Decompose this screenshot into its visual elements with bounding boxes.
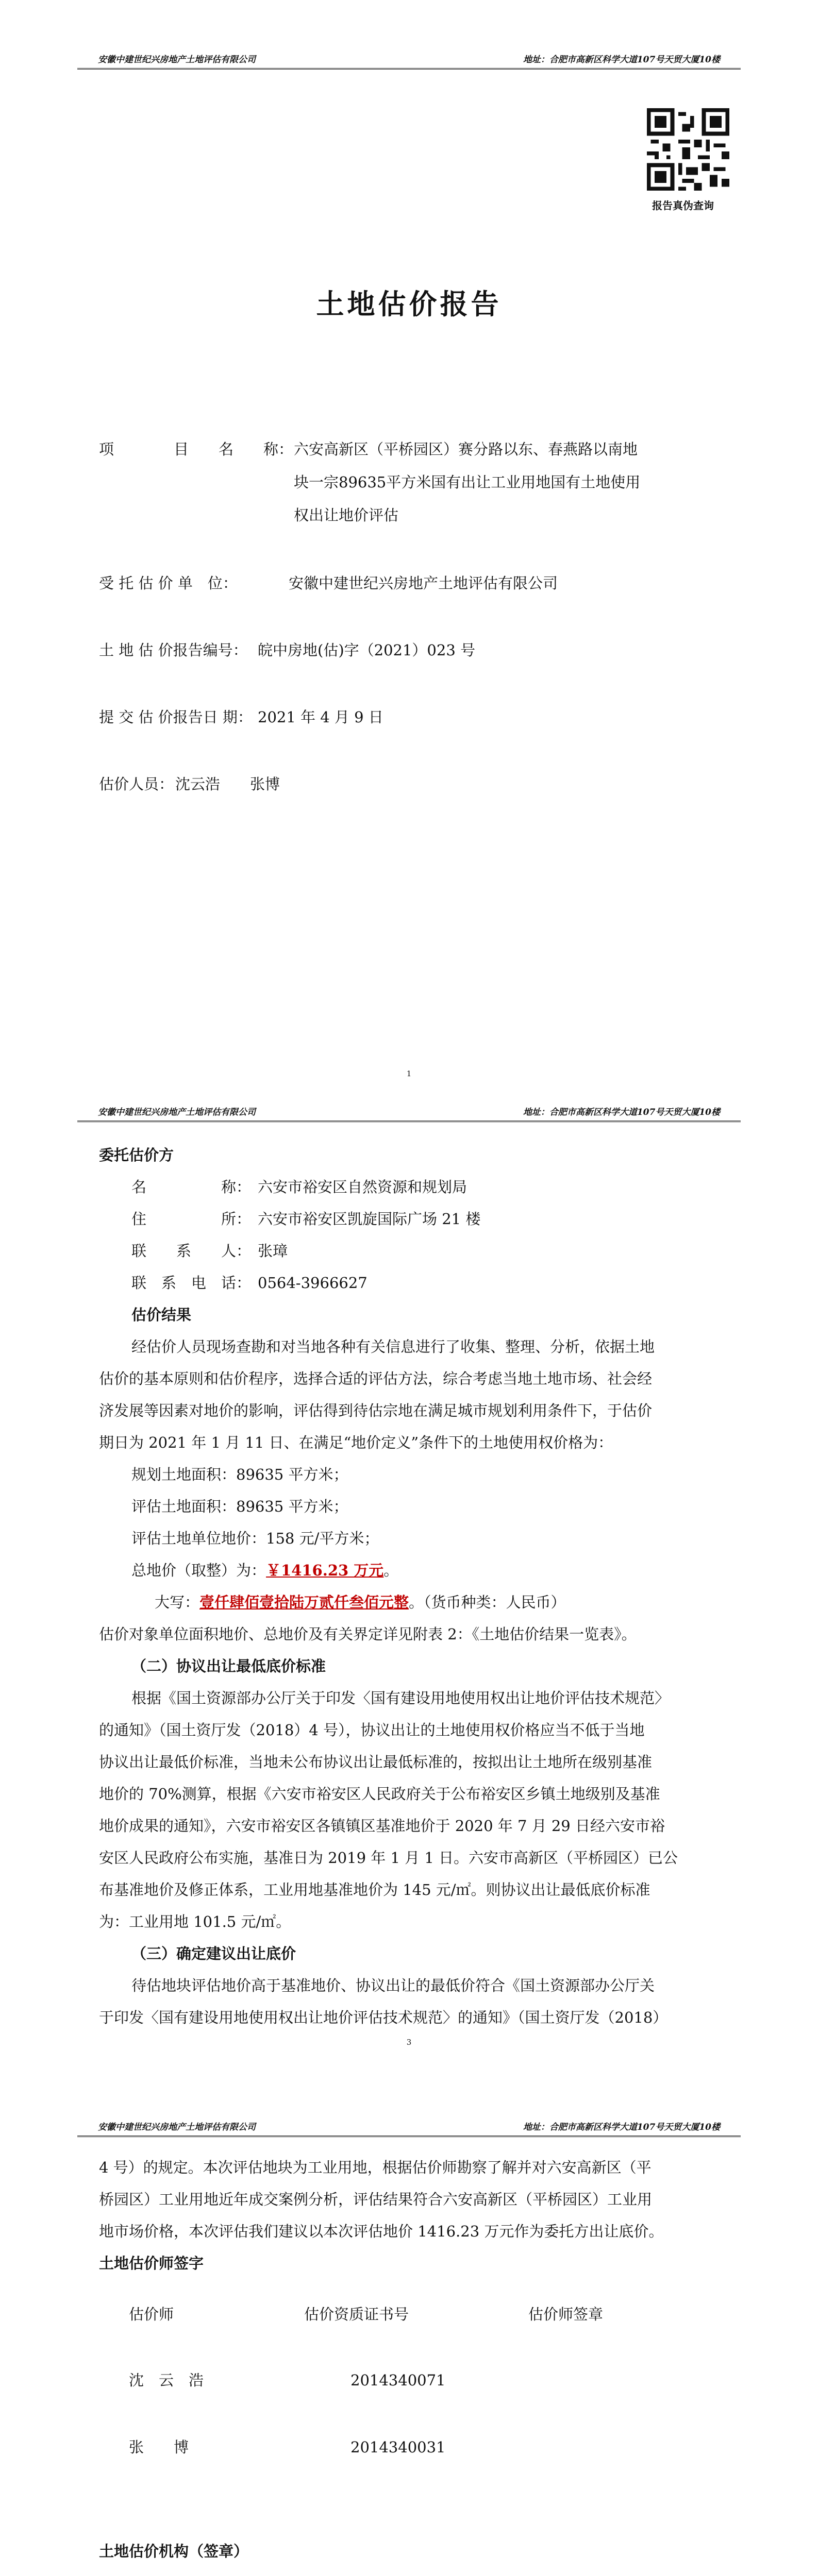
result-para-line: 经估价人员现场查勘和对当地各种有关信息进行了收集、整理、分析，依据土地 <box>131 1338 655 1355</box>
page-number: 1 <box>406 1069 412 1078</box>
final-heading: （三）确定建议出让底价 <box>131 1945 296 1962</box>
total-caps-rest: 。（货币种类：人民币） <box>409 1594 566 1611</box>
client-phone-value: 0564-3966627 <box>258 1274 368 1292</box>
total-caps-line <box>155 1591 566 1614</box>
result-note: 估价对象单位面积地价、总地价及有关界定详见附表 2：《土地估价结果一览表》。 <box>99 1625 637 1643</box>
plan-area: 规划土地面积：89635 平方米； <box>131 1466 348 1483</box>
project-label: 项 目 名 称： <box>99 440 294 458</box>
project-line: 块一宗89635平方米国有出让工业用地国有土地使用 <box>294 473 641 491</box>
report-no-label: 土 地 估 价报告编号： <box>99 641 248 659</box>
final-para-line: 于印发〈国有建设用地使用权出让地价评估技术规范〉的通知》（国土资厅发（2018） <box>99 2009 668 2026</box>
result-para-line: 估价的基本原则和估价程序，选择合适的评估方法，综合考虑当地土地市场、社会经 <box>99 1370 653 1387</box>
agreement-para-line: 根据《国土资源部办公厅关于印发〈国有建设用地使用权出让地价评估技术规范〉 <box>131 1689 670 1707</box>
cover-page <box>0 0 818 1087</box>
result-para-line: 期日为 2021 年 1 月 11 日、在满足“地价定义”条件下的土地使用权价格为： <box>99 1434 613 1451</box>
signature-page <box>0 2102 818 2576</box>
total-price-value: ￥1416.23 万元 <box>266 1562 384 1579</box>
appraiser-cert: 2014340071 <box>350 2371 446 2389</box>
header-company: 安徽中建世纪兴房地产土地评估有限公司 <box>98 55 256 65</box>
project-line: 六安高新区（平桥园区）赛分路以东、春燕路以南地 <box>294 440 638 458</box>
submit-date-value: 2021 年 4 月 9 日 <box>258 708 383 726</box>
client-name-value: 六安市裕安区自然资源和规划局 <box>258 1178 468 1196</box>
client-contact-label: 联 系 人： <box>131 1242 252 1260</box>
entrusted-label: 受 托 估 价 单 位： <box>99 574 238 592</box>
col-header-seal: 估价师签章 <box>528 2306 604 2323</box>
cont-para-line: 4 号）的规定。本次评估地块为工业用地，根据估价师勘察了解并对六安高新区（平 <box>99 2159 652 2176</box>
col-header-cert: 估价资质证书号 <box>304 2306 409 2323</box>
agreement-para-line: 布基准地价及修正体系，工业用地基准地价为 145 元/㎡。则协议出让最低底价标准 <box>99 1881 650 1899</box>
header-address: 地址：合肥市高新区科学大道107号天贸大厦10楼 <box>523 55 720 65</box>
total-price-line <box>131 1559 398 1582</box>
submit-date-label: 提 交 估 价报告日 期： <box>99 708 253 726</box>
total-caps-label: 大写： <box>155 1594 200 1611</box>
total-price-label: 总地价（取整）为： <box>131 1562 266 1579</box>
appraised-area: 评估土地面积：89635 平方米； <box>131 1498 348 1515</box>
agreement-para-line: 协议出让最低价标准，当地未公布协议出让最低标准的，按拟出让土地所在级别基准 <box>99 1753 653 1771</box>
appraisers-label: 估价人员： <box>99 775 174 793</box>
report-title: 土地估价报告 <box>316 287 502 320</box>
client-contact-value: 张璋 <box>258 1242 288 1260</box>
header-company: 安徽中建世纪兴房地产土地评估有限公司 <box>98 1107 256 1117</box>
total-caps-value: 壹仟肆佰壹拾陆万贰仟叁佰元整 <box>199 1594 409 1611</box>
page-header <box>77 47 741 70</box>
qr-code-icon <box>647 108 729 191</box>
page-header <box>77 2115 741 2137</box>
report-no-value: 皖中房地(估)字（2021）023 号 <box>258 641 476 659</box>
header-address: 地址：合肥市高新区科学大道107号天贸大厦10楼 <box>523 2122 720 2132</box>
header-company: 安徽中建世纪兴房地产土地评估有限公司 <box>98 2122 256 2132</box>
result-heading: 估价结果 <box>131 1306 192 1324</box>
client-name-label: 名 称： <box>131 1178 252 1196</box>
cont-para-line: 桥园区）工业用地近年成交案例分析，评估结果符合六安高新区（平桥园区）工业用 <box>99 2191 653 2208</box>
agreement-para-line: 安区人民政府公布实施，基准日为 2019 年 1 月 1 日。六安市高新区（平桥园区）已公 <box>99 1849 678 1867</box>
page-number: 3 <box>406 2038 412 2047</box>
entrusted-value: 安徽中建世纪兴房地产土地评估有限公司 <box>289 574 558 592</box>
agreement-para-line: 地价成果的通知》，六安市裕安区各镇镇区基准地价于 2020 年 7 月 29 日经六安市裕 <box>99 1817 665 1835</box>
qr-caption: 报告真伪查询 <box>652 199 714 212</box>
agreement-para-line: 为：工业用地 101.5 元/㎡。 <box>99 1913 291 1930</box>
final-para-line: 待估地块评估地价高于基准地价、协议出让的最低价符合《国土资源部办公厅关 <box>131 1977 655 1994</box>
institution-heading: 土地估价机构（签章） <box>99 2543 249 2560</box>
signature-heading: 土地估价师签字 <box>99 2255 204 2272</box>
client-phone-label: 联 系 电 话： <box>131 1274 252 1292</box>
appraisers-value: 沈云浩 张博 <box>175 775 280 793</box>
client-address-label: 住 所： <box>131 1210 252 1228</box>
appraiser-name: 沈 云 浩 <box>129 2371 204 2389</box>
client-heading: 委托估价方 <box>99 1146 174 1164</box>
header-address: 地址：合肥市高新区科学大道107号天贸大厦10楼 <box>523 1107 720 1117</box>
result-para-line: 济发展等因素对地价的影响，评估得到待估宗地在满足城市规划利用条件下，于估价 <box>99 1402 653 1419</box>
cont-para-line: 地市场价格，本次评估我们建议以本次评估地价 1416.23 万元作为委托方出让底价。 <box>99 2223 664 2240</box>
appraiser-name: 张 博 <box>129 2438 189 2456</box>
total-price-end: 。 <box>383 1562 399 1579</box>
agreement-para-line: 地价的 70%测算，根据《六安市裕安区人民政府关于公布裕安区乡镇土地级别及基准 <box>99 1785 660 1803</box>
agreement-para-line: 的通知》（国土资厅发（2018）4 号），协议出让的土地使用权价格应当不低于当地 <box>99 1721 645 1739</box>
unit-price: 评估土地单位地价：158 元/平方米； <box>131 1530 379 1547</box>
col-header-appraiser: 估价师 <box>129 2306 174 2323</box>
client-address-value: 六安市裕安区凯旋国际广场 21 楼 <box>258 1210 481 1228</box>
project-line: 权出让地价评估 <box>294 506 399 524</box>
agreement-heading: （二）协议出让最低底价标准 <box>131 1657 326 1675</box>
appraiser-cert: 2014340031 <box>350 2438 446 2456</box>
page-header <box>77 1100 741 1122</box>
